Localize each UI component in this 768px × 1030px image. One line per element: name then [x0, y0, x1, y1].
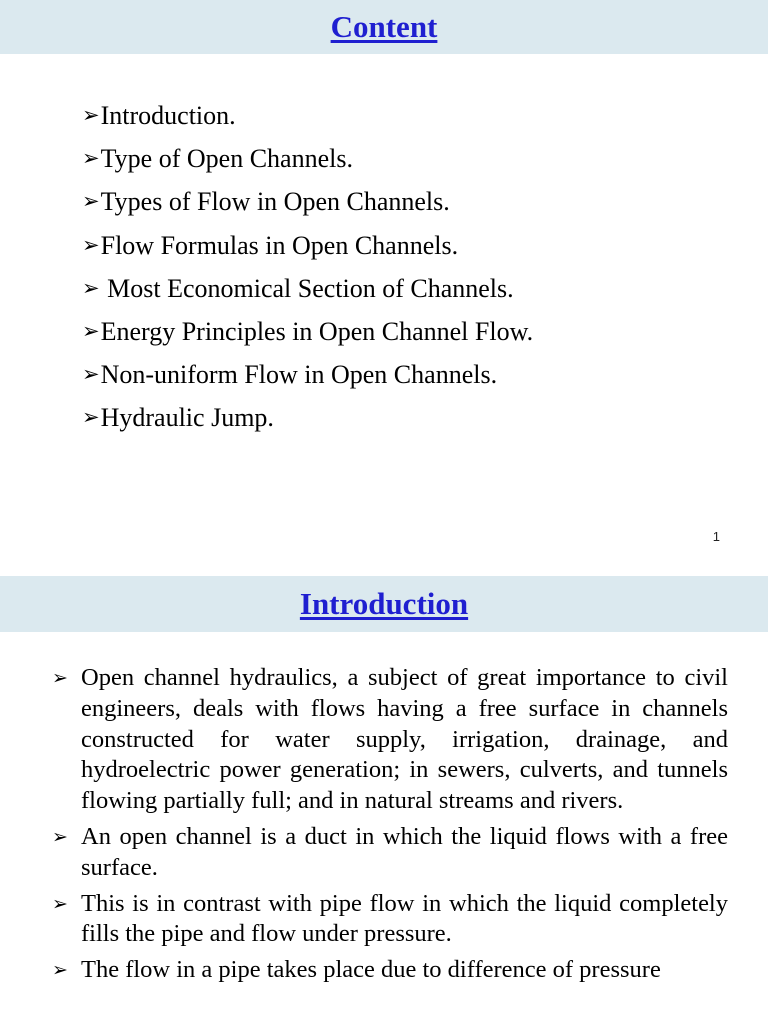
- bullet-arrow-icon: ➢: [82, 275, 100, 300]
- contents-item: [82, 310, 533, 353]
- bullet-text: Open channel hydraulics, a subject of great importance to civil engineers, deals with flows having a free surface in channels constructed for water supply, irrigation, drainage, and hydroelectric power generation; in sewers, culverts, and tunnels flowing partially full; and in natural streams and rivers.: [81, 664, 728, 815]
- bullet-paragraph: [52, 889, 728, 951]
- contents-item-label: Energy Principles in Open Channel Flow.: [100, 316, 534, 346]
- page-number: 1: [712, 529, 720, 544]
- bullet-arrow-icon: ➢: [52, 892, 68, 915]
- slide-title: Content: [330, 9, 438, 44]
- introduction-bullets: [52, 663, 728, 991]
- bullet-arrow-icon: ➢: [82, 146, 100, 171]
- bullet-paragraph: [52, 663, 728, 817]
- bullet-arrow-icon: ➢: [82, 405, 100, 430]
- contents-item: [82, 94, 533, 137]
- slide-title: Introduction: [299, 586, 469, 621]
- bullet-arrow-icon: ➢: [52, 667, 68, 689]
- bullet-arrow-icon: ➢: [82, 232, 100, 257]
- contents-item-label: Most Economical Section of Channels.: [100, 273, 514, 303]
- slide-introduction: [0, 576, 768, 1030]
- bullet-paragraph: [52, 955, 728, 986]
- slide-header-banner: [0, 0, 768, 54]
- slide-header-banner: [0, 576, 768, 632]
- contents-item-label: Introduction.: [100, 101, 236, 130]
- contents-item-label: Hydraulic Jump.: [100, 403, 274, 433]
- bullet-paragraph: [52, 822, 728, 884]
- contents-item: [82, 396, 533, 439]
- bullet-text: An open channel is a duct in which the liquid flows with a free surface.: [81, 822, 728, 881]
- contents-item: [82, 137, 533, 180]
- contents-item-label: Non-uniform Flow in Open Channels.: [100, 360, 498, 390]
- contents-item: [82, 353, 533, 396]
- bullet-arrow-icon: ➢: [82, 189, 100, 214]
- contents-item: [82, 267, 533, 310]
- contents-list: [82, 94, 533, 440]
- contents-item-label: Flow Formulas in Open Channels.: [100, 230, 459, 260]
- bullet-arrow-icon: ➢: [82, 362, 100, 387]
- bullet-text: This is in contrast with pipe flow in which the liquid completely fills the pipe and flow under pressure.: [81, 889, 728, 948]
- contents-item-label: Type of Open Channels.: [100, 144, 353, 174]
- bullet-arrow-icon: ➢: [52, 959, 68, 982]
- bullet-arrow-icon: ➢: [82, 318, 100, 343]
- bullet-arrow-icon: ➢: [82, 103, 100, 127]
- contents-item-label: Types of Flow in Open Channels.: [100, 187, 450, 217]
- contents-item: [82, 180, 533, 223]
- bullet-text: The flow in a pipe takes place due to difference of pressure: [81, 956, 661, 984]
- contents-item: [82, 224, 533, 267]
- bullet-arrow-icon: ➢: [52, 825, 68, 848]
